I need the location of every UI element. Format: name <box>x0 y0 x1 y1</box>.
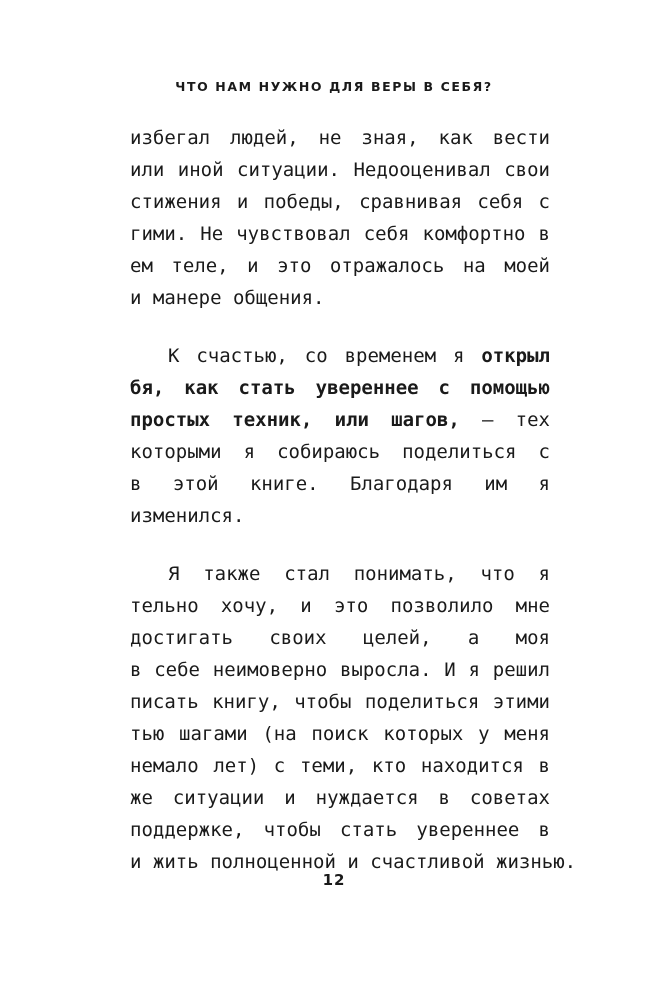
text-line: ем теле, и это отражалось на моей <box>130 255 550 277</box>
text-line <box>130 404 550 436</box>
bold-text: открыл <box>481 345 550 367</box>
text-line: стижения и победы, сравнивая себя с <box>130 191 550 213</box>
text-line: Я также стал понимать, что я <box>168 563 550 585</box>
text-line: же ситуации и нуждается в советах <box>130 787 550 809</box>
text-line: и жить полноценной и счастливой жизнью. <box>130 851 577 873</box>
text-line: в этой книге. Благодаря им я <box>130 473 550 495</box>
text-line: и манере общения. <box>130 287 325 309</box>
paragraph-3 <box>130 558 577 878</box>
text-line: немало лет) с теми, кто находится в <box>130 755 550 777</box>
plain-text: — тех <box>482 409 550 431</box>
text-line: гими. Не чувствовал себя комфортно в <box>130 223 550 245</box>
text-line: тью шагами (на поиск которых у меня <box>130 723 550 745</box>
bold-text: простых техник, или шагов, <box>130 409 460 431</box>
paragraph-2 <box>130 340 550 532</box>
text-line: которыми я собираюсь поделиться с <box>130 441 550 463</box>
text-line: изменился. <box>130 505 245 527</box>
text-line: в себе неимоверно выросла. И я решил <box>130 659 550 681</box>
text-line <box>130 340 550 372</box>
body-text <box>130 122 577 878</box>
page-number: 12 <box>322 871 346 889</box>
plain-text: К счастью, со временем я <box>168 345 482 367</box>
text-line: или иной ситуации. Недооценивал свои <box>130 159 550 181</box>
paragraph-1 <box>130 122 550 314</box>
text-line: достигать своих целей, а моя <box>130 627 550 649</box>
text-line: избегал людей, не зная, как вести <box>130 127 550 149</box>
bold-text-line: бя, как стать увереннее с помощью <box>130 377 550 399</box>
text-line: тельно хочу, и это позволило мне <box>130 595 550 617</box>
text-line: писать книгу, чтобы поделиться этими <box>130 691 550 713</box>
text-line: поддержке, чтобы стать увереннее в <box>130 819 550 841</box>
running-header: ЧТО НАМ НУЖНО ДЛЯ ВЕРЫ В СЕБЯ? <box>175 79 493 94</box>
